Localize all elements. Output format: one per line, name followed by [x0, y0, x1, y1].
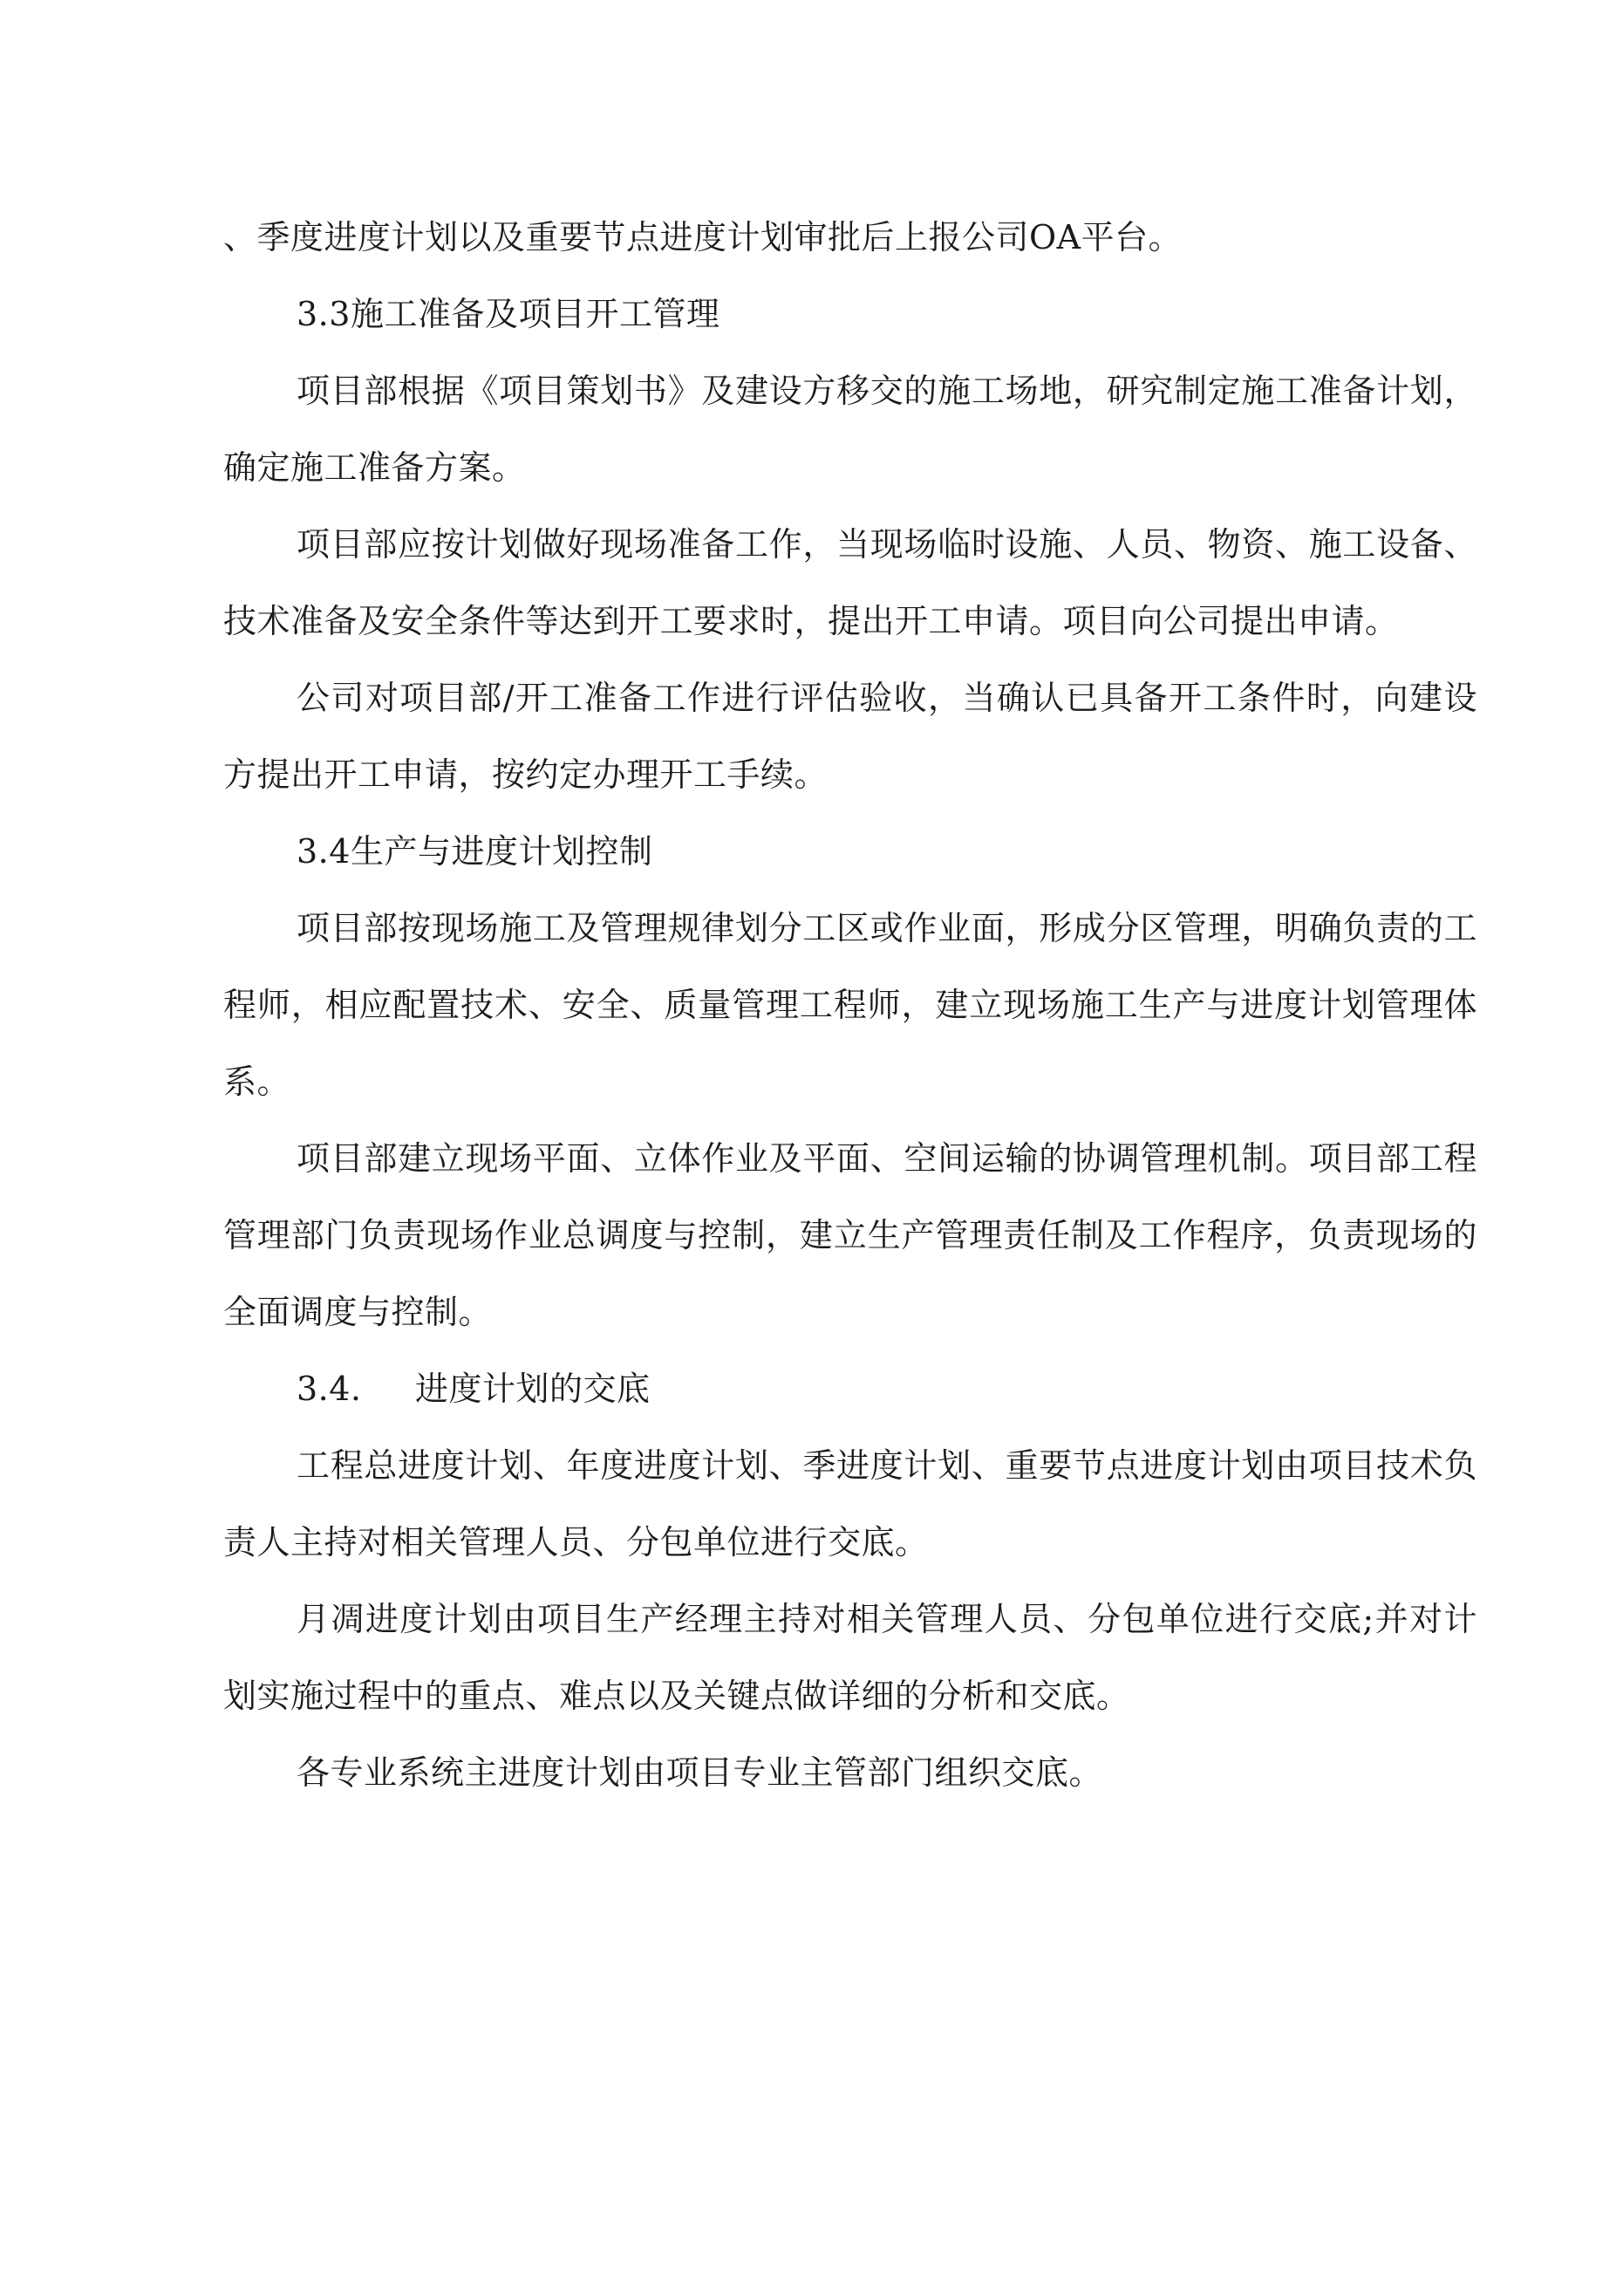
section-title: 进度计划的交底: [415, 1370, 651, 1408]
section-heading-3-3: [223, 276, 1477, 352]
document-body: [223, 199, 1477, 1811]
paragraph: 公司对项目部/开工准备工作进行评估验收，当确认已具备开工条件时，向建设方提出开工申请，按约定办理开工手续。: [223, 679, 1477, 794]
paragraph: 项目部按现场施工及管理规律划分工区或作业面，形成分区管理，明确负责的工程师，相应配置技术、安全、质量管理工程师，建立现场施工生产与进度计划管理体系。: [223, 909, 1477, 1101]
paragraph: 工程总进度计划、年度进度计划、季进度计划、重要节点进度计划由项目技术负责人主持对相关管理人员、分包单位进行交底。: [223, 1446, 1477, 1561]
section-title: 生产与进度计划控制: [350, 832, 653, 871]
section-number: 3.3: [297, 295, 351, 333]
section-number: 3.4: [297, 832, 351, 871]
section-number: 3.4.: [297, 1370, 362, 1408]
section-heading-3-4: [223, 813, 1477, 890]
paragraph: 项目部应按计划做好现场准备工作，当现场临时设施、人员、物资、施工设备、技术准备及安全条件等达到开工要求时，提出开工申请。项目向公司提出申请。: [223, 525, 1477, 640]
section-title: 施工准备及项目开工管理: [350, 295, 720, 333]
paragraph: 项目部建立现场平面、立体作业及平面、空间运输的协调管理机制。项目部工程管理部门负责现场作业总调度与控制，建立生产管理责任制及工作程序，负责现场的全面调度与控制。: [223, 1139, 1477, 1331]
paragraph-continuation: 、季度进度计划以及重要节点进度计划审批后上报公司OA平台。: [223, 218, 1183, 256]
section-heading-3-4-handover: [223, 1350, 1477, 1427]
paragraph: 项目部根据《项目策划书》及建设方移交的施工场地，研究制定施工准备计划，确定施工准备方案。: [223, 372, 1477, 487]
paragraph: 月凋进度计划由项目生产经理主持对相关管理人员、分包单位进行交底;并对计划实施过程中的重点、难点以及关键点做详细的分析和交底。: [223, 1600, 1477, 1715]
paragraph: 各专业系统主进度计划由项目专业主管部门组织交底。: [297, 1753, 1103, 1792]
